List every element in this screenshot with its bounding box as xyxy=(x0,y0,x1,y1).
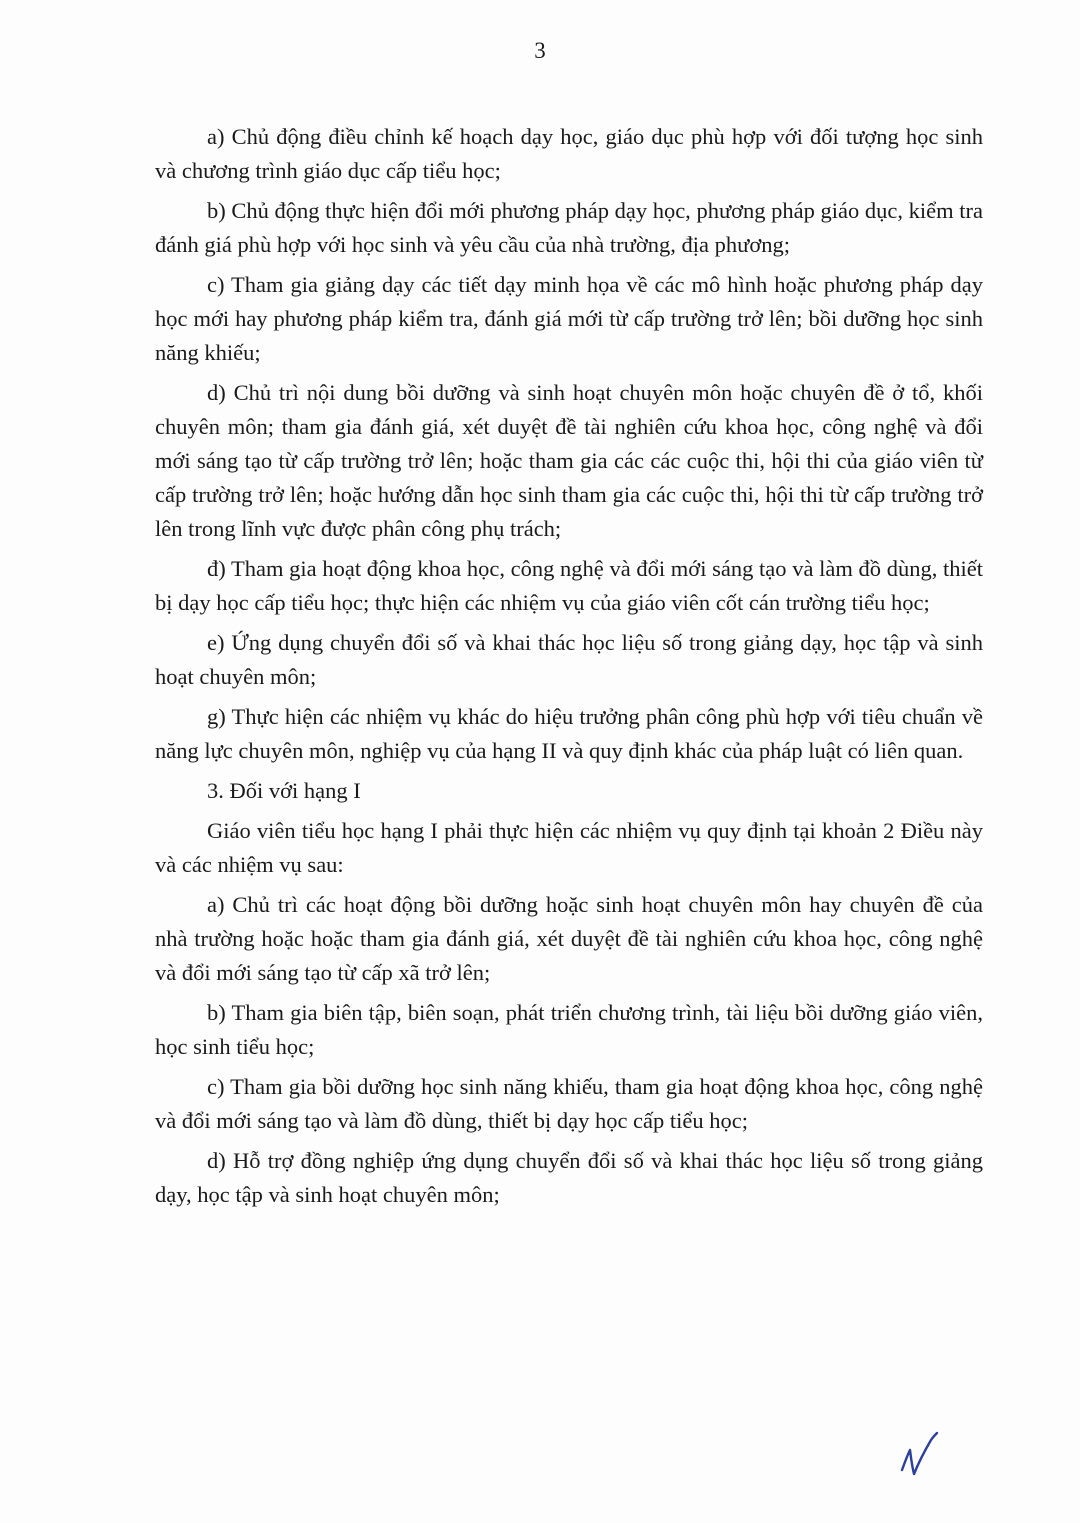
section-heading-rank-1: 3. Đối với hạng I xyxy=(207,778,361,803)
paragraph-2d: d) Chủ trì nội dung bồi dưỡng và sinh hoạt chuyên môn hoặc chuyên đề ở tổ, khối chuyên môn; tham gia đánh giá, xét duyệt đề tài nghiên cứu khoa học, công nghệ và đổi mới sáng tạo từ cấp trường trở lên; hoặc tham gia các các cuộc thi, hội thi của giáo viên từ cấp trường trở lên; hoặc hướng dẫn học sinh tham gia các cuộc thi, hội thi từ cấp trường trở lên trong lĩnh vực được phân công phụ trách; xyxy=(155,380,983,541)
paragraph-3d: d) Hỗ trợ đồng nghiệp ứng dụng chuyển đổi số và khai thác học liệu số trong giảng dạy, học tập và sinh hoạt chuyên môn; xyxy=(155,1148,983,1207)
paragraph-2a: a) Chủ động điều chỉnh kế hoạch dạy học, giáo dục phù hợp với đối tượng học sinh và chương trình giáo dục cấp tiểu học; xyxy=(155,124,983,183)
paragraph-2e: e) Ứng dụng chuyển đổi số và khai thác học liệu số trong giảng dạy, học tập và sinh hoạt chuyên môn; xyxy=(155,630,983,689)
document-body xyxy=(155,120,983,1218)
paragraph-2dd: đ) Tham gia hoạt động khoa học, công nghệ và đổi mới sáng tạo và làm đồ dùng, thiết bị dạy học cấp tiểu học; thực hiện các nhiệm vụ của giáo viên cốt cán trường tiểu học; xyxy=(155,556,983,615)
paragraph-3b: b) Tham gia biên tập, biên soạn, phát triển chương trình, tài liệu bồi dưỡng giáo viên, học sinh tiểu học; xyxy=(155,1000,983,1059)
paragraph-2b: b) Chủ động thực hiện đổi mới phương pháp dạy học, phương pháp giáo dục, kiểm tra đánh giá phù hợp với học sinh và yêu cầu của nhà trường, địa phương; xyxy=(155,198,983,257)
paragraph-3a: a) Chủ trì các hoạt động bồi dưỡng hoặc sinh hoạt chuyên môn hay chuyên đề của nhà trường hoặc hoặc tham gia đánh giá, xét duyệt đề tài nghiên cứu khoa học, công nghệ và đổi mới sáng tạo từ cấp xã trở lên; xyxy=(155,892,983,985)
paragraph-3c: c) Tham gia bồi dưỡng học sinh năng khiếu, tham gia hoạt động khoa học, công nghệ và đổi mới sáng tạo và làm đồ dùng, thiết bị dạy học cấp tiểu học; xyxy=(155,1074,983,1133)
paragraph-2c: c) Tham gia giảng dạy các tiết dạy minh họa về các mô hình hoặc phương pháp dạy học mới hay phương pháp kiểm tra, đánh giá mới từ cấp trường trở lên; bồi dưỡng học sinh năng khiếu; xyxy=(155,272,983,365)
paragraph-3-intro: Giáo viên tiểu học hạng I phải thực hiện các nhiệm vụ quy định tại khoản 2 Điều này và các nhiệm vụ sau: xyxy=(155,818,983,877)
page-number: 3 xyxy=(534,38,546,63)
paragraph-2g: g) Thực hiện các nhiệm vụ khác do hiệu trưởng phân công phù hợp với tiêu chuẩn về năng lực chuyên môn, nghiệp vụ của hạng II và quy định khác của pháp luật có liên quan. xyxy=(155,704,983,763)
handwritten-initial-icon xyxy=(898,1430,940,1480)
